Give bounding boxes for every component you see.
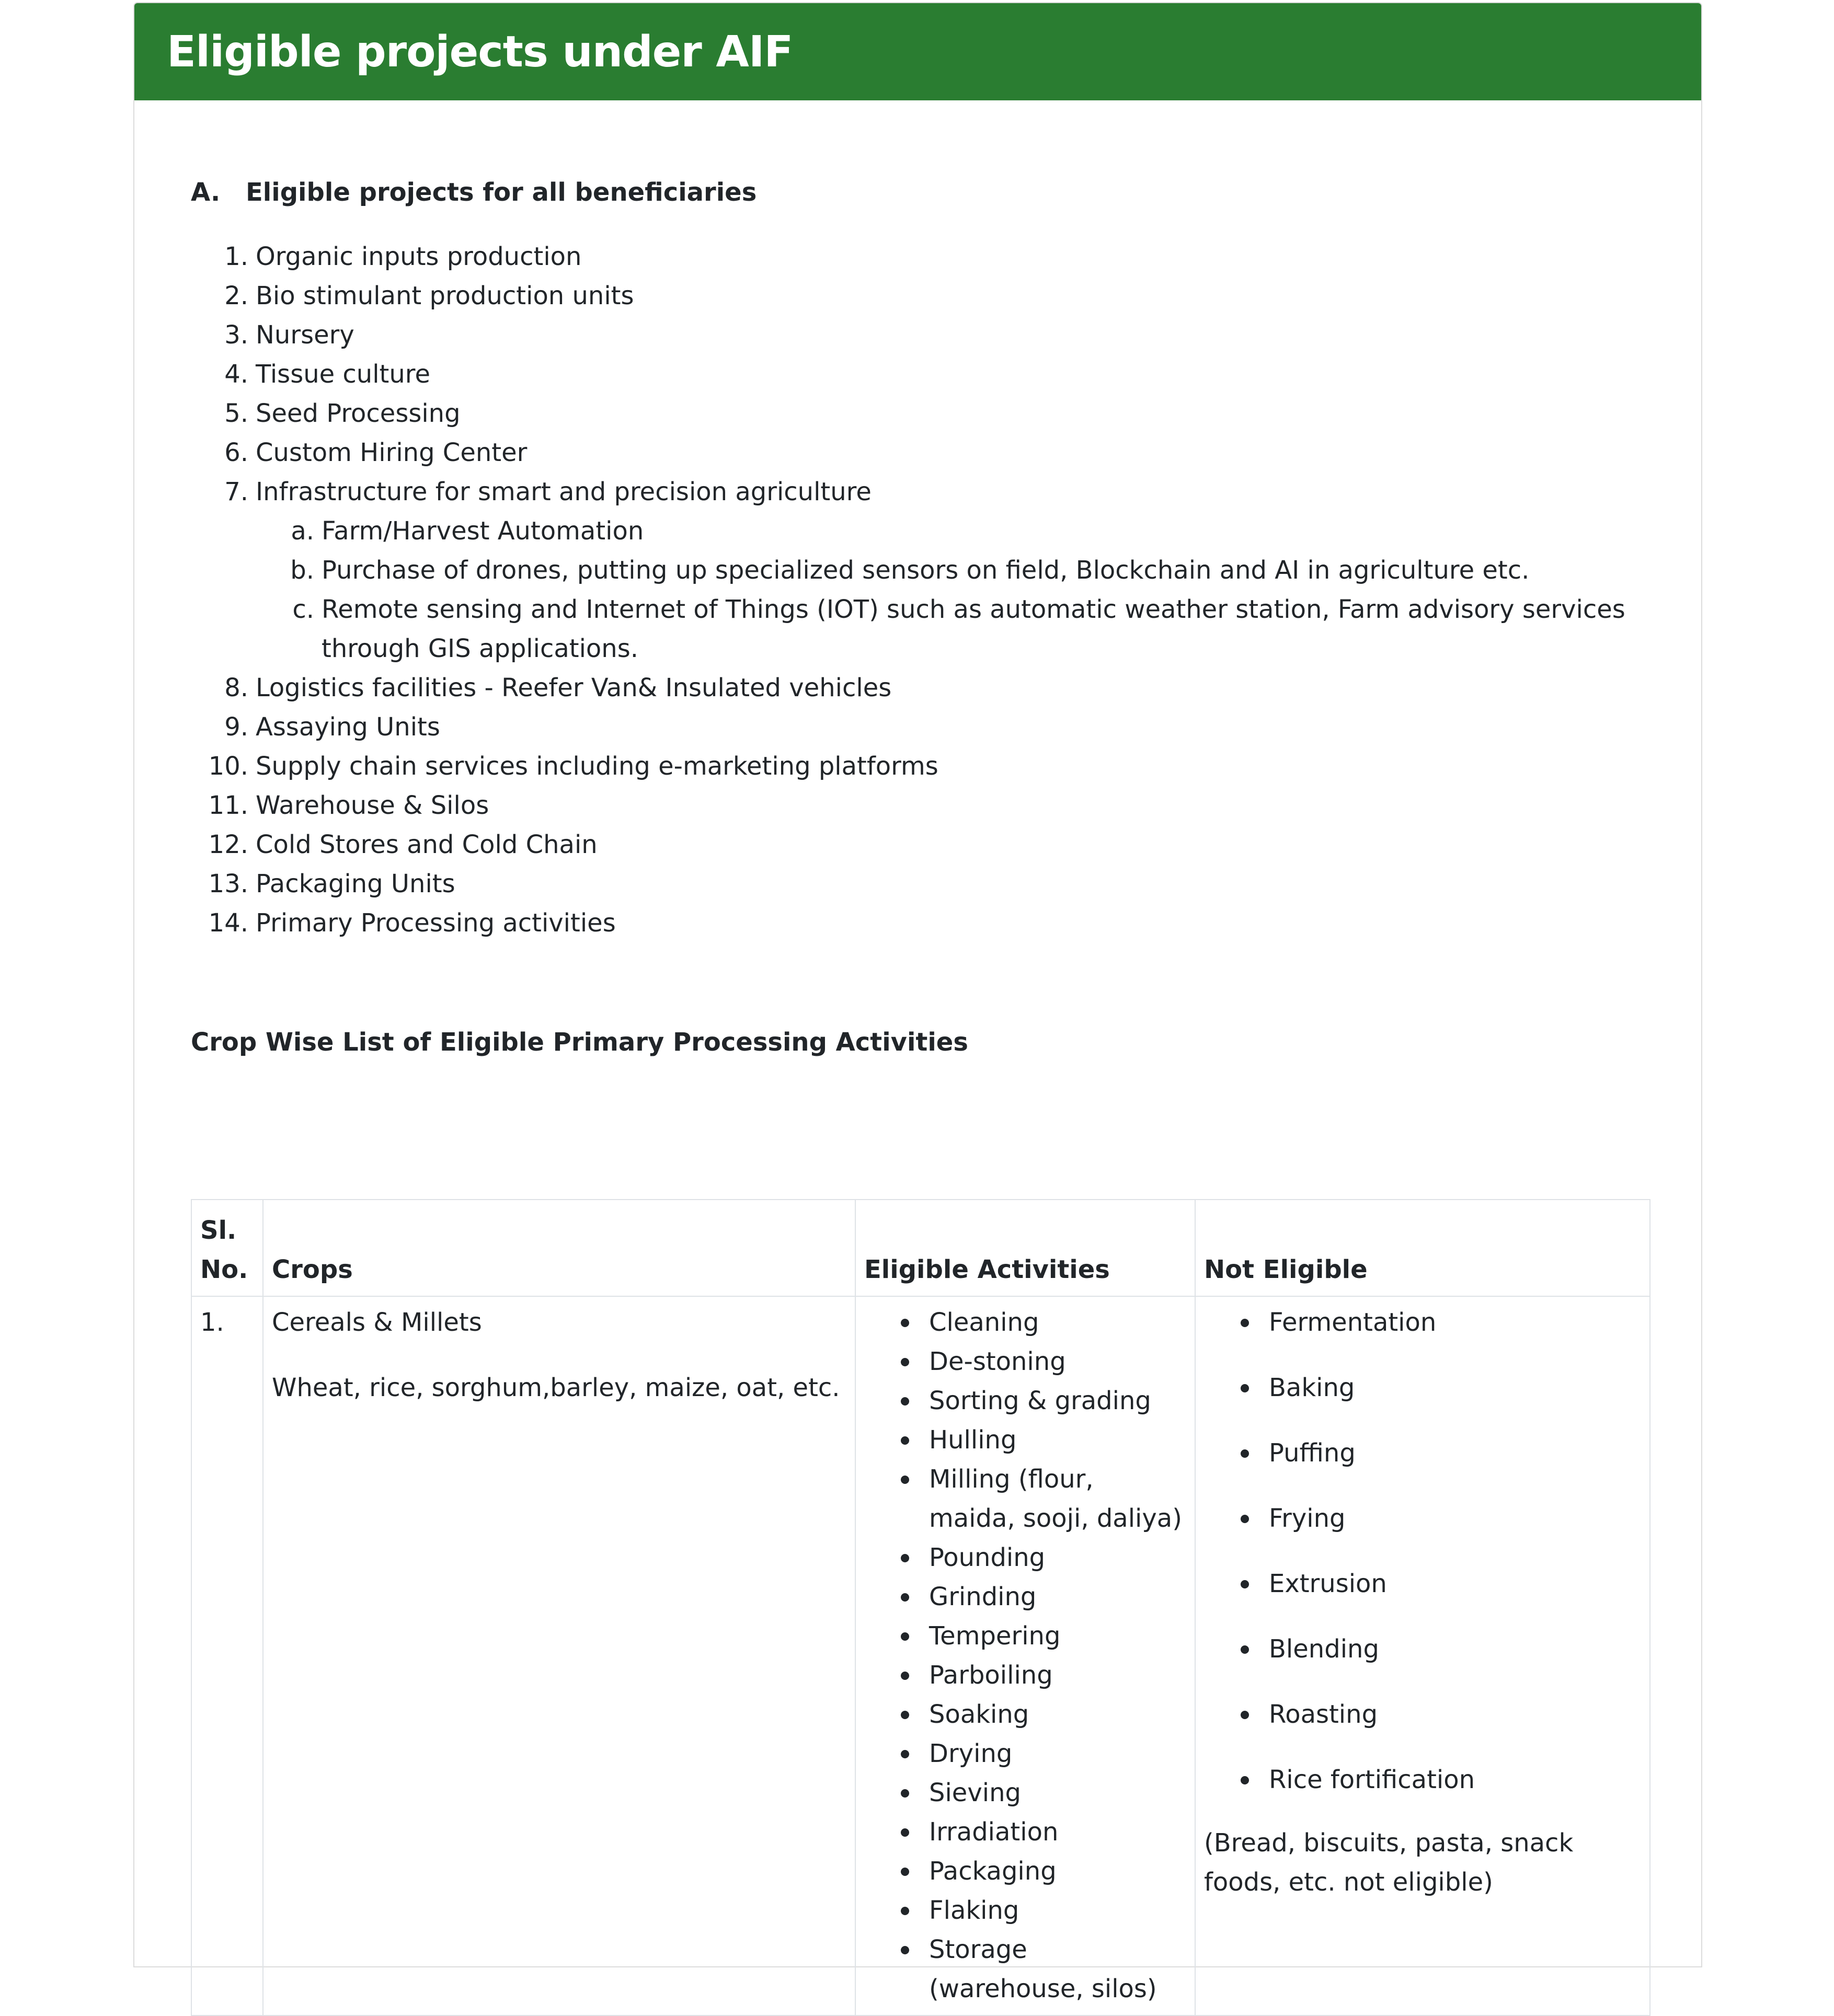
cell-sl-no: 1. bbox=[191, 1296, 263, 2015]
list-number: 1. bbox=[224, 242, 248, 271]
list-item: Fermentation bbox=[1204, 1303, 1641, 1342]
cell-not-eligible bbox=[1195, 1296, 1650, 2015]
list-item: Cleaning bbox=[864, 1303, 1186, 1342]
list-item: Pounding bbox=[864, 1538, 1186, 1577]
list-item bbox=[191, 865, 1644, 904]
list-item bbox=[191, 786, 1644, 825]
table-row bbox=[191, 1296, 1650, 2015]
eligible-projects-list bbox=[191, 237, 1644, 943]
crop-list-heading: Crop Wise List of Eligible Primary Processing Activities bbox=[191, 1028, 968, 1057]
list-item: Soaking bbox=[864, 1695, 1186, 1734]
list-item bbox=[191, 316, 1644, 355]
crop-examples: Wheat, rice, sorghum,barley, maize, oat, etc. bbox=[272, 1373, 840, 1402]
list-item: Blending bbox=[1204, 1630, 1641, 1669]
not-eligible-list bbox=[1204, 1303, 1641, 1800]
list-item-label: Logistics facilities - Reefer Van& Insulated vehicles bbox=[256, 673, 892, 702]
sub-list-container bbox=[191, 512, 1644, 669]
list-item: Extrusion bbox=[1204, 1564, 1641, 1604]
sub-list-item bbox=[191, 590, 1644, 669]
list-item: Sorting & grading bbox=[864, 1381, 1186, 1421]
list-number: 5. bbox=[224, 399, 248, 428]
section-a-marker: A. bbox=[191, 178, 221, 207]
list-number: 9. bbox=[224, 712, 248, 742]
list-item: Irradiation bbox=[864, 1813, 1186, 1852]
list-item bbox=[191, 355, 1644, 394]
list-number: 13. bbox=[208, 869, 248, 898]
cell-crops bbox=[263, 1296, 855, 2015]
list-number: 8. bbox=[224, 673, 248, 702]
list-item: Hulling bbox=[864, 1421, 1186, 1460]
section-a-heading bbox=[191, 178, 756, 207]
list-item-label: Cold Stores and Cold Chain bbox=[256, 830, 598, 859]
sub-list-item bbox=[191, 551, 1644, 590]
sub-list-letter: b. bbox=[290, 556, 314, 585]
crop-activities-table bbox=[191, 1199, 1650, 2016]
list-item-label: Seed Processing bbox=[256, 399, 461, 428]
smart-agriculture-sub-list bbox=[191, 512, 1644, 669]
list-item: De-stoning bbox=[864, 1342, 1186, 1381]
list-item: Rice fortification bbox=[1204, 1760, 1641, 1800]
list-item: Baking bbox=[1204, 1368, 1641, 1408]
list-item-label: Packaging Units bbox=[256, 869, 455, 898]
list-number: 10. bbox=[208, 752, 248, 781]
list-number: 6. bbox=[224, 438, 248, 467]
sub-list-item bbox=[191, 512, 1644, 551]
column-header-not-eligible: Not Eligible bbox=[1195, 1200, 1650, 1296]
list-item: Storage (warehouse, silos) bbox=[864, 1930, 1186, 2009]
projects-card bbox=[133, 2, 1702, 2003]
cell-eligible-activities bbox=[855, 1296, 1195, 2015]
sub-list-item-label: Purchase of drones, putting up specialized sensors on field, Blockchain and AI in agriculture etc. bbox=[322, 556, 1530, 585]
column-header-crops: Crops bbox=[263, 1200, 855, 1296]
list-item-label: Bio stimulant production units bbox=[256, 281, 634, 310]
list-item: Drying bbox=[864, 1734, 1186, 1773]
list-item: Milling (flour, maida, sooji, daliya) bbox=[864, 1460, 1186, 1538]
section-a-title: Eligible projects for all beneficiaries bbox=[246, 178, 757, 207]
list-item-label: Infrastructure for smart and precision agriculture bbox=[256, 477, 872, 506]
list-item-label: Warehouse & Silos bbox=[256, 791, 489, 820]
list-item: Frying bbox=[1204, 1499, 1641, 1538]
list-item bbox=[191, 904, 1644, 943]
list-item-label: Supply chain services including e-marketing platforms bbox=[256, 752, 938, 781]
list-number: 7. bbox=[224, 477, 248, 506]
list-item bbox=[191, 825, 1644, 865]
not-eligible-note: (Bread, biscuits, pasta, snack foods, etc. not eligible) bbox=[1204, 1828, 1574, 1897]
list-number: 4. bbox=[224, 360, 248, 389]
sub-list-item-label: Farm/Harvest Automation bbox=[322, 516, 644, 546]
list-item: Roasting bbox=[1204, 1695, 1641, 1734]
list-item bbox=[191, 433, 1644, 473]
sub-list-item-label: Remote sensing and Internet of Things (IOT) such as automatic weather station, Farm advisory services through GIS applications. bbox=[322, 595, 1625, 663]
list-item-label: Organic inputs production bbox=[256, 242, 582, 271]
sub-list-letter: c. bbox=[292, 595, 314, 624]
list-number: 14. bbox=[208, 908, 248, 938]
card-header bbox=[134, 3, 1701, 100]
list-item: Packaging bbox=[864, 1852, 1186, 1891]
list-item: Sieving bbox=[864, 1773, 1186, 1813]
sub-list-letter: a. bbox=[291, 516, 314, 546]
list-item bbox=[191, 708, 1644, 747]
page-title: Eligible projects under AIF bbox=[167, 27, 793, 77]
eligible-activities-list bbox=[864, 1303, 1186, 2009]
list-number: 3. bbox=[224, 320, 248, 350]
column-header-eligible-activities: Eligible Activities bbox=[855, 1200, 1195, 1296]
list-item: Tempering bbox=[864, 1617, 1186, 1656]
column-header-sl-no: Sl. No. bbox=[191, 1200, 263, 1296]
list-number: 11. bbox=[208, 791, 248, 820]
list-item-label: Assaying Units bbox=[256, 712, 440, 742]
crop-name: Cereals & Millets bbox=[272, 1308, 482, 1337]
list-item bbox=[191, 277, 1644, 316]
list-item: Parboiling bbox=[864, 1656, 1186, 1695]
list-item-label: Custom Hiring Center bbox=[256, 438, 528, 467]
list-item-label: Tissue culture bbox=[256, 360, 431, 389]
list-item: Flaking bbox=[864, 1891, 1186, 1930]
list-item-label: Nursery bbox=[256, 320, 354, 350]
list-item bbox=[191, 473, 1644, 512]
list-item bbox=[191, 669, 1644, 708]
table-header-row bbox=[191, 1200, 1650, 1296]
list-item: Grinding bbox=[864, 1577, 1186, 1617]
list-item bbox=[191, 747, 1644, 786]
list-item bbox=[191, 237, 1644, 277]
list-number: 2. bbox=[224, 281, 248, 310]
list-item: Puffing bbox=[1204, 1434, 1641, 1473]
list-number: 12. bbox=[208, 830, 248, 859]
list-item bbox=[191, 394, 1644, 433]
list-item-label: Primary Processing activities bbox=[256, 908, 616, 938]
